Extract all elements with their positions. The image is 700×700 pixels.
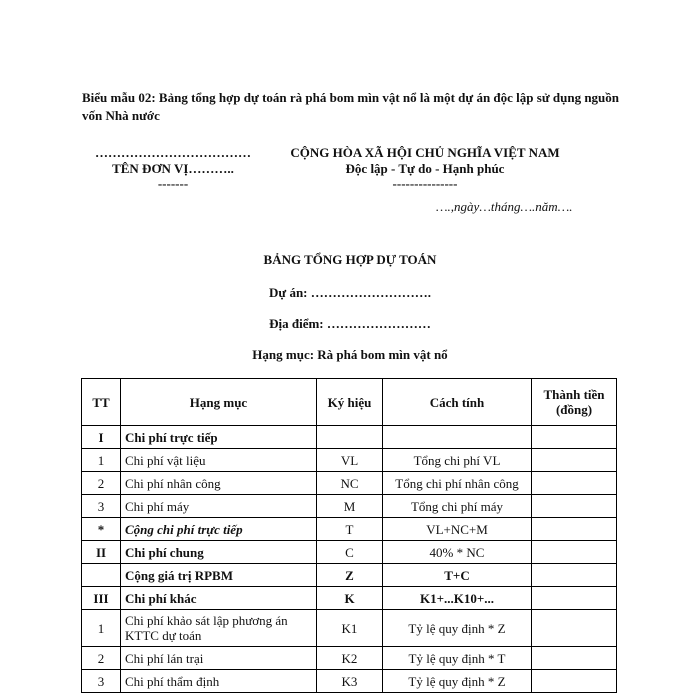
table-row [82, 495, 617, 518]
row-item: Chi phí trực tiếp [121, 426, 317, 449]
table-row [82, 472, 617, 495]
row-symbol [317, 426, 383, 449]
project-line: Dự án: ………………………. [269, 285, 431, 300]
row-tt: * [82, 518, 121, 541]
unit-separator: ------- [157, 176, 189, 191]
row-amount [532, 472, 617, 495]
row-symbol: K [317, 587, 383, 610]
header-calc: Cách tính [383, 379, 532, 426]
nation-name: CỘNG HÒA XÃ HỘI CHỦ NGHĨA VIỆT NAM [290, 145, 560, 160]
table-row [82, 518, 617, 541]
row-tt: 1 [82, 610, 121, 647]
row-item: Chi phí thẩm định [121, 670, 317, 693]
row-calc [383, 426, 532, 449]
row-tt: I [82, 426, 121, 449]
unit-name: TÊN ĐƠN VỊ……….. [112, 161, 234, 176]
row-amount [532, 670, 617, 693]
row-tt: III [82, 587, 121, 610]
row-item: Chi phí máy [121, 495, 317, 518]
row-calc: Tổng chi phí máy [383, 495, 532, 518]
row-calc: T+C [383, 564, 532, 587]
document-title: BẢNG TỔNG HỢP DỰ TOÁN [263, 252, 437, 267]
row-calc: K1+...K10+... [383, 587, 532, 610]
row-symbol: VL [317, 449, 383, 472]
header-symbol: Ký hiệu [317, 379, 383, 426]
table-row [82, 541, 617, 564]
header-amount: Thành tiền (đồng) [532, 379, 617, 426]
nation-separator: --------------- [392, 176, 458, 191]
row-tt: 3 [82, 495, 121, 518]
row-tt: II [82, 541, 121, 564]
table-row [82, 670, 617, 693]
row-calc: Tổng chi phí nhân công [383, 472, 532, 495]
row-amount [532, 564, 617, 587]
estimate-table [81, 378, 617, 693]
row-calc: Tổng chi phí VL [383, 449, 532, 472]
row-symbol: K1 [317, 610, 383, 647]
row-symbol: NC [317, 472, 383, 495]
row-amount [532, 518, 617, 541]
row-calc: Tỷ lệ quy định * Z [383, 670, 532, 693]
row-tt: 2 [82, 647, 121, 670]
row-amount [532, 587, 617, 610]
row-amount [532, 541, 617, 564]
header-tt: TT [82, 379, 121, 426]
nation-motto: Độc lập - Tự do - Hạnh phúc [345, 161, 505, 176]
row-item: Chi phí chung [121, 541, 317, 564]
row-symbol: T [317, 518, 383, 541]
row-item: Chi phí lán trại [121, 647, 317, 670]
row-item: Chi phí khác [121, 587, 317, 610]
row-calc: Tỷ lệ quy định * Z [383, 610, 532, 647]
category-line: Hạng mục: Rà phá bom mìn vật nổ [252, 347, 448, 362]
row-tt [82, 564, 121, 587]
row-item: Chi phí khảo sát lập phương án KTTC dự toán [121, 610, 317, 647]
form-title: Biểu mẫu 02: Bảng tổng hợp dự toán rà phá bom mìn vật nổ là một dự án độc lập sử dụng nguồn vốn Nhà nước [82, 90, 620, 123]
row-amount [532, 610, 617, 647]
row-amount [532, 449, 617, 472]
row-tt: 1 [82, 449, 121, 472]
row-amount [532, 647, 617, 670]
row-calc: 40% * NC [383, 541, 532, 564]
row-calc: VL+NC+M [383, 518, 532, 541]
row-symbol: M [317, 495, 383, 518]
unit-dots: ……………………………… [95, 145, 251, 160]
table-row [82, 449, 617, 472]
row-symbol: C [317, 541, 383, 564]
row-symbol: K2 [317, 647, 383, 670]
table-header-row [82, 379, 617, 426]
row-tt: 2 [82, 472, 121, 495]
row-symbol: K3 [317, 670, 383, 693]
row-item: Cộng chi phí trực tiếp [121, 518, 317, 541]
row-tt: 3 [82, 670, 121, 693]
table-row [82, 587, 617, 610]
row-symbol: Z [317, 564, 383, 587]
row-amount [532, 495, 617, 518]
row-amount [532, 426, 617, 449]
table-row [82, 647, 617, 670]
table-row [82, 610, 617, 647]
row-item: Chi phí vật liệu [121, 449, 317, 472]
location-line: Địa điểm: …………………… [269, 316, 431, 331]
row-calc: Tỷ lệ quy định * T [383, 647, 532, 670]
table-row [82, 426, 617, 449]
date-line: ….,ngày…tháng….năm…. [436, 199, 573, 214]
table-row [82, 564, 617, 587]
header-item: Hạng mục [121, 379, 317, 426]
row-item: Chi phí nhân công [121, 472, 317, 495]
row-item: Cộng giá trị RPBM [121, 564, 317, 587]
